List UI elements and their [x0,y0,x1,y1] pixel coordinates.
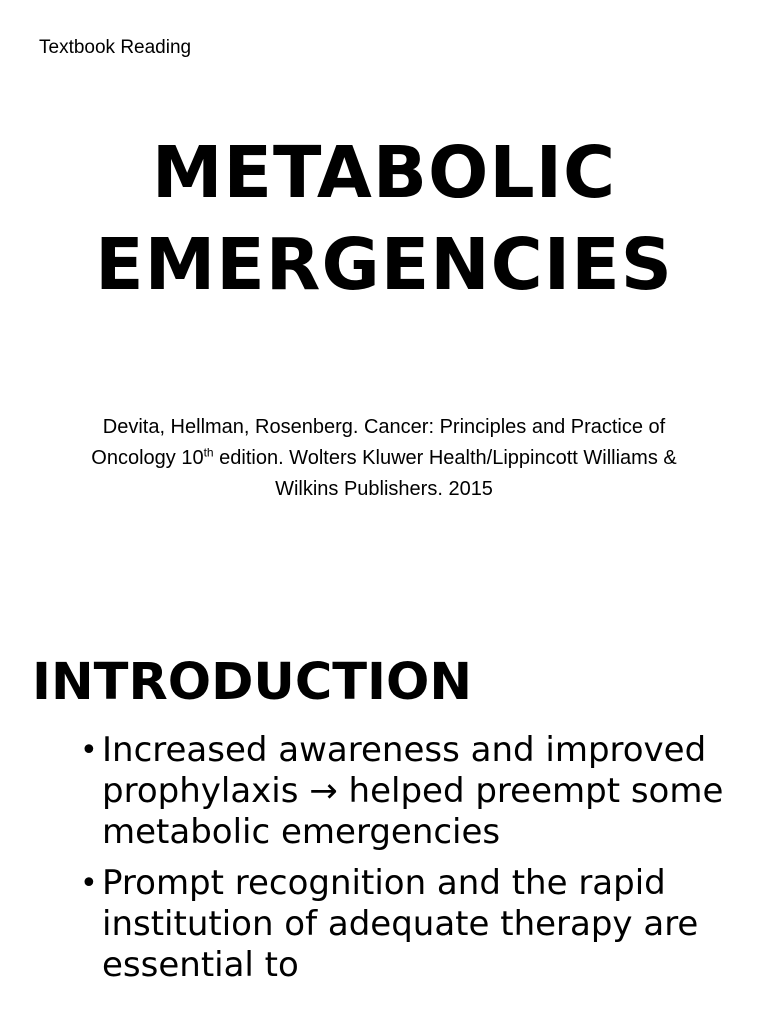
bullet-marker: • [80,733,98,768]
citation-text: Devita, Hellman, Rosenberg. Cancer: Principles and Practice of Oncology 10 [91,416,666,469]
bullet-text: Prompt recognition and the rapid institution of adequate therapy are essential to [102,863,699,985]
citation [60,412,708,505]
slide-heading: INTRODUCTION [32,653,473,712]
bullet-marker: • [80,866,98,901]
section-label: Textbook Reading [39,37,192,58]
bullet-item [0,863,768,986]
citation-text-rest: edition. Wolters Kluwer Health/Lippincott Williams & Wilkins Publishers. 2015 [213,447,677,500]
bullet-text: Increased awareness and improved prophylaxis → helped preempt some metabolic emergencies [102,730,724,852]
bullet-list [0,730,768,996]
bullet-item [0,730,768,853]
title-line-1: METABOLIC [151,131,617,214]
title-line-2: EMERGENCIES [95,223,673,306]
citation-superscript: th [203,445,214,460]
introduction-slide [0,640,768,1024]
